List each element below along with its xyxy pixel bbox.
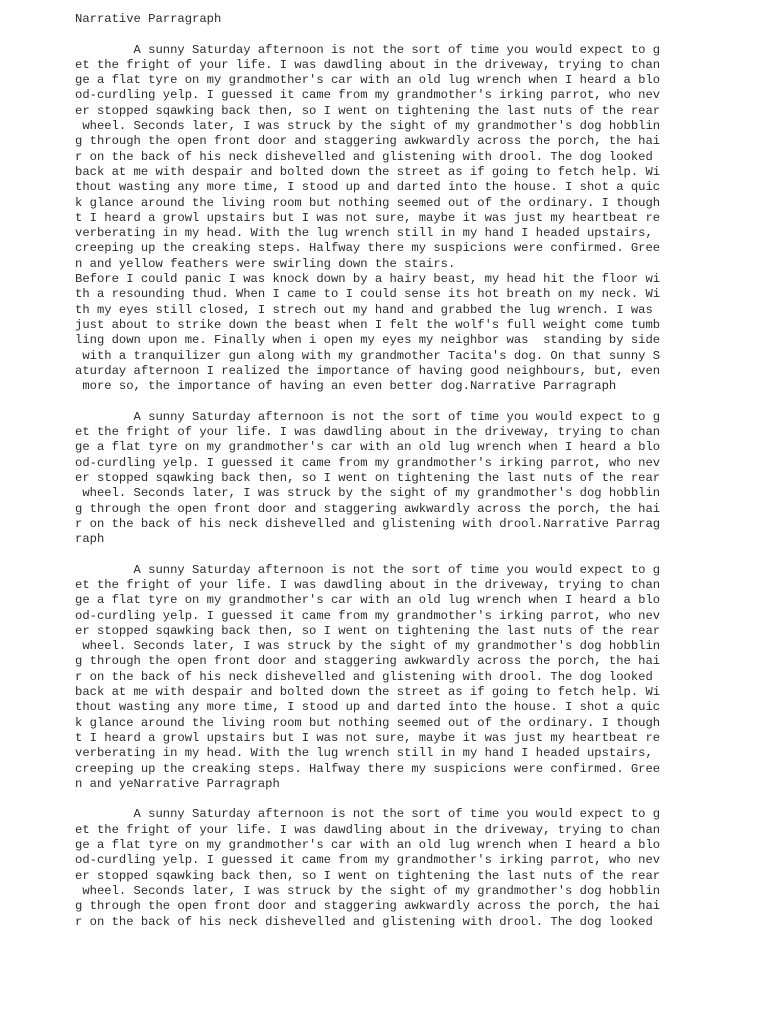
text-line <box>75 792 685 807</box>
text-line: A sunny Saturday afternoon is not the sort of time you would expect to g <box>75 562 661 577</box>
text-line: th a resounding thud. When I came to I could sense its hot breath on my neck. Wi <box>75 287 661 302</box>
text-line <box>75 394 685 409</box>
text-line: g through the open front door and staggering awkwardly across the porch, the hai <box>75 899 661 914</box>
text-line: et the fright of your life. I was dawdling about in the driveway, trying to chan <box>75 577 661 592</box>
text-line: er stopped sqawking back then, so I went on tightening the last nuts of the rear <box>75 103 661 118</box>
document-page <box>75 12 685 930</box>
text-line: ge a flat tyre on my grandmother's car with an old lug wrench when I heard a blo <box>75 838 661 853</box>
text-line: verberating in my head. With the lug wrench still in my hand I headed upstairs, <box>75 226 653 241</box>
text-line: r on the back of his neck dishevelled and glistening with drool.Narrative Parrag <box>75 516 661 531</box>
text-line: t I heard a growl upstairs but I was not sure, maybe it was just my heartbeat re <box>75 730 661 745</box>
text-line: thout wasting any more time, I stood up and darted into the house. I shot a quic <box>75 700 661 715</box>
text-line: ge a flat tyre on my grandmother's car with an old lug wrench when I heard a blo <box>75 73 661 88</box>
text-line: thout wasting any more time, I stood up and darted into the house. I shot a quic <box>75 180 661 195</box>
text-line: od-curdling yelp. I guessed it came from my grandmother's irking parrot, who nev <box>75 608 661 623</box>
text-line: g through the open front door and staggering awkwardly across the porch, the hai <box>75 654 661 669</box>
text-line: ge a flat tyre on my grandmother's car with an old lug wrench when I heard a blo <box>75 593 661 608</box>
text-line: g through the open front door and staggering awkwardly across the porch, the hai <box>75 501 661 516</box>
text-line: er stopped sqawking back then, so I went on tightening the last nuts of the rear <box>75 470 661 485</box>
text-line: wheel. Seconds later, I was struck by the sight of my grandmother's dog hobblin <box>75 639 661 654</box>
text-line: r on the back of his neck dishevelled and glistening with drool. The dog looked <box>75 149 653 164</box>
text-line: wheel. Seconds later, I was struck by the sight of my grandmother's dog hobblin <box>75 883 661 898</box>
text-line: aturday afternoon I realized the importance of having good neighbours, but, even <box>75 363 661 378</box>
text-line: et the fright of your life. I was dawdling about in the driveway, trying to chan <box>75 57 661 72</box>
text-line <box>75 547 685 562</box>
text-line: ling down upon me. Finally when i open my eyes my neighbor was standing by side <box>75 333 661 348</box>
text-line: et the fright of your life. I was dawdling about in the driveway, trying to chan <box>75 822 661 837</box>
text-line: k glance around the living room but nothing seemed out of the ordinary. I though <box>75 195 661 210</box>
text-line: er stopped sqawking back then, so I went on tightening the last nuts of the rear <box>75 623 661 638</box>
text-line: back at me with despair and bolted down the street as if going to fetch help. Wi <box>75 164 661 179</box>
text-line: n and yellow feathers were swirling down the stairs. <box>75 256 456 271</box>
text-line: wheel. Seconds later, I was struck by the sight of my grandmother's dog hobblin <box>75 119 661 134</box>
text-line: r on the back of his neck dishevelled and glistening with drool. The dog looked <box>75 669 653 684</box>
text-line: r on the back of his neck dishevelled and glistening with drool. The dog looked <box>75 914 653 929</box>
text-line: A sunny Saturday afternoon is not the sort of time you would expect to g <box>75 42 661 57</box>
text-line: n and yeNarrative Parragraph <box>75 776 280 791</box>
text-line: t I heard a growl upstairs but I was not sure, maybe it was just my heartbeat re <box>75 210 661 225</box>
text-line: k glance around the living room but nothing seemed out of the ordinary. I though <box>75 715 661 730</box>
document-title: Narrative Parragraph <box>75 12 222 26</box>
text-line: Before I could panic I was knock down by a hairy beast, my head hit the floor wi <box>75 272 661 287</box>
text-line: wheel. Seconds later, I was struck by the sight of my grandmother's dog hobblin <box>75 486 661 501</box>
text-line: A sunny Saturday afternoon is not the sort of time you would expect to g <box>75 409 661 424</box>
text-line: od-curdling yelp. I guessed it came from my grandmother's irking parrot, who nev <box>75 455 661 470</box>
text-line: et the fright of your life. I was dawdling about in the driveway, trying to chan <box>75 425 661 440</box>
text-line: just about to strike down the beast when I felt the wolf's full weight come tumb <box>75 317 661 332</box>
text-line: raph <box>75 532 105 547</box>
text-line: creeping up the creaking steps. Halfway there my suspicions were confirmed. Gree <box>75 761 661 776</box>
text-line <box>75 27 685 42</box>
text-line: A sunny Saturday afternoon is not the sort of time you would expect to g <box>75 807 661 822</box>
text-line: more so, the importance of having an even better dog.Narrative Parragraph <box>75 379 617 394</box>
text-line: od-curdling yelp. I guessed it came from my grandmother's irking parrot, who nev <box>75 88 661 103</box>
text-line: verberating in my head. With the lug wrench still in my hand I headed upstairs, <box>75 746 653 761</box>
text-line: ge a flat tyre on my grandmother's car with an old lug wrench when I heard a blo <box>75 440 661 455</box>
text-line: creeping up the creaking steps. Halfway there my suspicions were confirmed. Gree <box>75 241 661 256</box>
text-line: g through the open front door and staggering awkwardly across the porch, the hai <box>75 134 661 149</box>
text-line: back at me with despair and bolted down the street as if going to fetch help. Wi <box>75 685 661 700</box>
text-line: with a tranquilizer gun along with my grandmother Tacita's dog. On that sunny S <box>75 348 661 363</box>
text-line: er stopped sqawking back then, so I went on tightening the last nuts of the rear <box>75 868 661 883</box>
text-line: th my eyes still closed, I strech out my hand and grabbed the lug wrench. I was <box>75 302 653 317</box>
text-line: od-curdling yelp. I guessed it came from my grandmother's irking parrot, who nev <box>75 853 661 868</box>
